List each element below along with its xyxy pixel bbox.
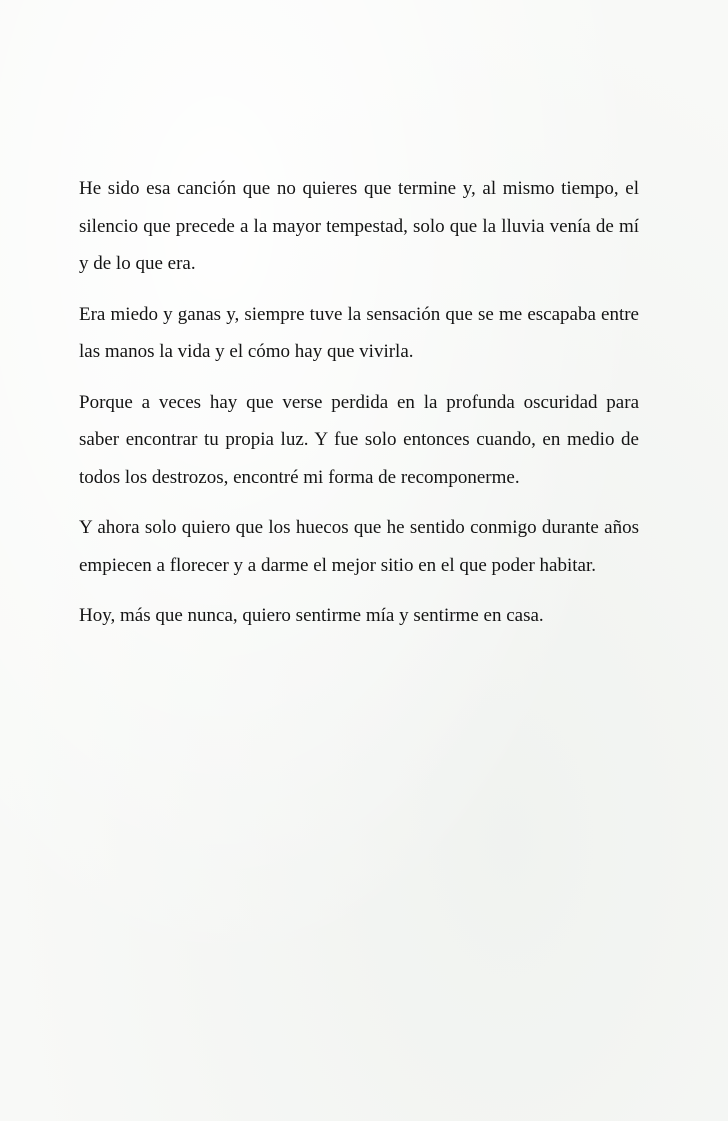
paragraph-2: Era miedo y ganas y, siempre tuve la sensación que se me escapaba entre las manos la vida y el cómo hay que vivirla. (79, 303, 639, 362)
paragraph-3: Porque a veces hay que verse perdida en la profunda oscuridad para saber encontrar tu propia luz. Y fue solo entonces cuando, en medio de todos los destrozos, encontré mi forma de recomponerme. (79, 391, 639, 488)
paragraph-5: Hoy, más que nunca, quiero sentirme mía y sentirme en casa. (79, 605, 544, 626)
paragraph-1: He sido esa canción que no quieres que termine y, al mismo tiempo, el silencio que precede a la mayor tempestad, solo que la lluvia venía de mí y de lo que era. (79, 178, 639, 274)
page-body (79, 170, 639, 635)
paragraph-4: Y ahora solo quiero que los huecos que he sentido conmigo durante años empiecen a florecer y a darme el mejor sitio en el que poder habitar. (79, 517, 639, 576)
